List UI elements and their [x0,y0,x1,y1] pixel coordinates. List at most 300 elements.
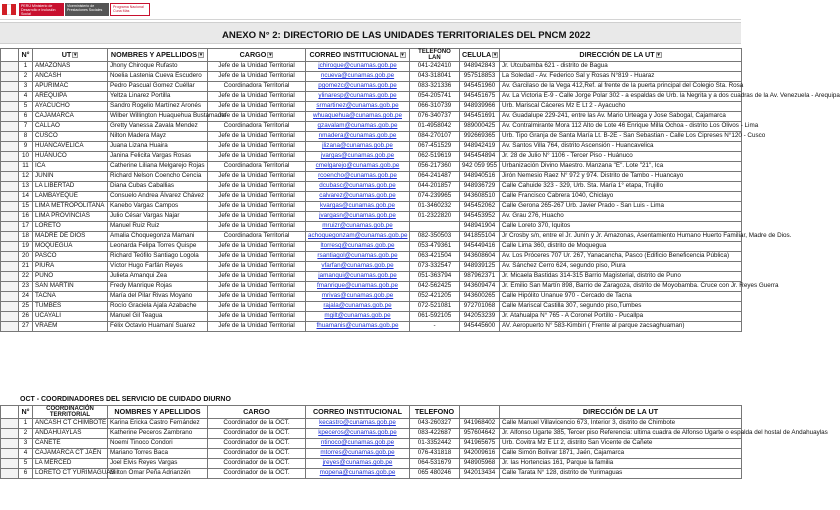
table-row[interactable] [1,92,742,102]
spreadsheet-row-number[interactable] [1,439,19,449]
col-header-role[interactable]: CARGO [208,406,306,419]
cell-name: Joel Elvis Reyes Vargas [108,459,208,469]
table-row[interactable] [1,122,742,132]
filter-dropdown-icon[interactable]: ▾ [493,51,497,58]
table-row[interactable] [1,449,742,459]
cell-phone: 053-479361 [410,242,460,252]
cell-mobile: 942009616 [460,449,500,459]
cell-role: Jefe de la Unidad Territorial [208,292,306,302]
spreadsheet-row-number[interactable] [1,449,19,459]
cell-name: Félix Octavio Huamaní Suarez [108,322,208,332]
cell-address: Jirón Nemesio Raez N° 972 y 974. Distrito de Tambo - Huancayo [500,172,742,182]
cell-phone: 063-421504 [410,252,460,262]
cell-phone: 066-310739 [410,102,460,112]
spreadsheet-row-number[interactable] [1,162,19,172]
spreadsheet-row-number[interactable] [1,182,19,192]
spreadsheet-row-number[interactable] [1,192,19,202]
cell-mobile: 948939125 [460,262,500,272]
cell-number: 6 [19,469,33,479]
cell-email[interactable]: jvargasn@cunamas.gob.pe [306,212,410,222]
cell-unit: TACNA [33,292,108,302]
logo-ministry-name: Ministerio de Desarrollo e Inclusión Social [21,4,56,16]
table-row[interactable] [1,322,742,332]
cell-unit: AMAZONAS [33,62,108,72]
row-number-header [1,406,19,419]
cell-email[interactable]: mruizr@cunamas.gob.pe [306,222,410,232]
cell-email[interactable]: srmartinez@cunamas.gob.pe [306,102,410,112]
cell-number: 4 [19,92,33,102]
spreadsheet-row-number[interactable] [1,212,19,222]
cell-number: 27 [19,322,33,332]
cell-role: Jefe de la Unidad Territorial [208,142,306,152]
cell-mobile: 948939966 [460,102,500,112]
spreadsheet-row-number[interactable] [1,419,19,429]
spreadsheet-row-number[interactable] [1,92,19,102]
cell-name: Janina Felicita Vargas Rosas [108,152,208,162]
spreadsheet-row-number[interactable] [1,302,19,312]
peru-flag-icon [2,4,16,15]
oct-directory-table [0,405,828,479]
cell-email[interactable]: vfarfan@cunamas.gob.pe [306,262,410,272]
cell-number: 13 [19,182,33,192]
spreadsheet-row-number[interactable] [1,122,19,132]
cell-email[interactable]: mtorres@cunamas.gob.pe [306,449,410,459]
cell-address: Av. Los Próceres 707 Ur. 267, Yanacancha, Pasco (Edificio Beneficencia Pública) [500,252,742,262]
cell-name: Manuel Gil Teagua [108,312,208,322]
cell-unit: ICA [33,162,108,172]
cell-mobile: 942053239 [460,312,500,322]
spreadsheet-row-number[interactable] [1,312,19,322]
cell-email[interactable]: rajala@cunamas.gob.pe [306,302,410,312]
cell-unit: LA MERCED [33,459,108,469]
cell-email[interactable]: ltorresq@cunamas.gob.pe [306,242,410,252]
cell-phone: 067-451529 [410,142,460,152]
cell-number: 5 [19,102,33,112]
cell-unit: HUÁNUCO [33,152,108,162]
col-header-email[interactable]: CORREO INSTITUCIONAL ▾ [306,49,410,62]
cell-unit: JUNIN [33,172,108,182]
cell-email[interactable]: kpeceros@cunamas.gob.pe [306,429,410,439]
cell-phone: 042-562425 [410,282,460,292]
cell-unit: LAMBAYEQUE [33,192,108,202]
spreadsheet-row-number[interactable] [1,132,19,142]
cell-mobile: 943608604 [460,252,500,262]
cell-address: Urbanización Divino Maestro. Manzana "E". Lote "21", Ica [500,162,742,172]
cell-address: Av. Guadalupe 229-241, entre las Av. Mario Urteaga y Jose Sabogal, Cajamarca [500,112,742,122]
cell-mobile: 957518853 [460,72,500,82]
cell-email[interactable]: cmelgarejo@cunamas.gob.pe [306,162,410,172]
cell-email[interactable]: mopena@cunamas.gob.pe [306,469,410,479]
cell-role: Jefe de la Unidad Territorial [208,112,306,122]
cell-number: 16 [19,212,33,222]
cell-mobile: 945453952 [460,212,500,222]
spreadsheet-row-number[interactable] [1,142,19,152]
cell-phone: 052-421205 [410,292,460,302]
cell-address: Av. La Victoria E-9 - Calle Jorge Polar 302 - a espaldas de Urb. la Negrita y a dos cuadras de la Av. Venezuela - Arequipa [500,92,742,102]
cell-email[interactable]: jlizana@cunamas.gob.pe [306,142,410,152]
cell-number: 10 [19,152,33,162]
spreadsheet-row-number[interactable] [1,82,19,92]
cell-unit: TUMBES [33,302,108,312]
cell-unit: UCAYALI [33,312,108,322]
cell-unit: MOQUEGUA [33,242,108,252]
table-row[interactable] [1,282,742,292]
spreadsheet-row-number[interactable] [1,252,19,262]
filter-dropdown-icon[interactable]: ▾ [401,51,404,58]
section-title-oct: OCT - COORDINADORES DEL SERVICIO DE CUIDADO DIURNO [20,396,231,403]
table-row[interactable] [1,212,742,222]
cell-unit: CUSCO [33,132,108,142]
cell-phone: 041-242410 [410,62,460,72]
cell-phone: 073-332547 [410,262,460,272]
cell-unit: PIURA [33,262,108,272]
cell-unit: MADRE DE DIOS [33,232,108,242]
cell-role: Jefe de la Unidad Territorial [208,182,306,192]
table-row[interactable] [1,459,742,469]
filter-dropdown-icon[interactable]: ▾ [74,51,77,58]
cell-role: Jefe de la Unidad Territorial [208,92,306,102]
spreadsheet-row-number[interactable] [1,232,19,242]
cell-phone: 083-422687 [410,429,460,439]
spreadsheet-row-number[interactable] [1,322,19,332]
spreadsheet-row-number[interactable] [1,262,19,272]
cell-mobile: 943600265 [460,292,500,302]
col-header-role[interactable]: CARGO ▾ [208,49,306,62]
spreadsheet-row-number[interactable] [1,429,19,439]
cell-email[interactable]: kecastro@cunamas.gob.pe [306,419,410,429]
spreadsheet-row-number[interactable] [1,469,19,479]
cell-role: Jefe de la Unidad Territorial [208,282,306,292]
cell-phone: 076-431818 [410,449,460,459]
cell-role: Coordinador de la OCT. [208,419,306,429]
cell-email[interactable]: jamanqui@cunamas.gob.pe [306,272,410,282]
cell-address: Calle Francisco Cabrera 1040, Chiclayo [500,192,742,202]
table-row[interactable] [1,292,742,302]
cell-address: Calle Lima 360, distrito de Moquegua [500,242,742,252]
cell-number: 1 [19,62,33,72]
col-header-number[interactable]: N° [19,406,33,419]
col-header-number[interactable]: N° [19,49,33,62]
cell-mobile: 945451960 [460,82,500,92]
cell-name: Amalia Choquegonza Mamani [108,232,208,242]
cell-email[interactable]: fhuamanis@cunamas.gob.pe [306,322,410,332]
spreadsheet-row-number[interactable] [1,72,19,82]
cell-address: Urb. Tipo Granja de Santa María Lt. B-2E - San Sebastian - Calle Los Cipreses N°120 - Cusco [500,132,742,142]
cell-address: Av. Santos Villa 764, distrito Ascensión - Huancavelica [500,142,742,152]
cell-email[interactable]: pgomezc@cunamas.gob.pe [306,82,410,92]
cell-email[interactable]: nmadera@cunamas.gob.pe [306,132,410,142]
cell-number: 25 [19,302,33,312]
cell-email[interactable]: rcoencho@cunamas.gob.pe [306,172,410,182]
col-header-phone[interactable]: TELEFONO LAN [410,49,460,62]
spreadsheet-row-number[interactable] [1,459,19,469]
cell-email[interactable]: rsantiagol@cunamas.gob.pe [306,252,410,262]
logo-program-name: Programa Nacional Cuna Más [113,5,144,13]
cell-name: Rocío Graciela Ajala Azabache [108,302,208,312]
cell-name: Pedro Pascual Gomez Cuéllar [108,82,208,92]
cell-number: 5 [19,459,33,469]
cell-phone: 054-205741 [410,92,460,102]
cell-address: Jr. Ias Hortencias 161, Parque la familia [500,459,742,469]
cell-address: Jr. Alfonso Ugarte 385, Tercer piso Referencia: ultima cuadra de Alfonso Ugarte o espalda del hostal de Andahuaylas [500,429,742,439]
filter-dropdown-icon[interactable]: ▾ [657,51,660,58]
cell-name: Richard Nelson Coencho Cencia [108,172,208,182]
table-row[interactable] [1,262,742,272]
cell-role: Jefe de la Unidad Territorial [208,62,306,72]
cell-number: 7 [19,122,33,132]
cell-mobile: 941965675 [460,439,500,449]
cell-email[interactable]: kvargas@cunamas.gob.pe [306,202,410,212]
directory-table [0,48,840,332]
row-number-header [1,49,19,62]
table-row[interactable] [1,142,742,152]
col-header-name[interactable]: NOMBRES Y APELLIDOS [108,406,208,419]
cell-mobile: 957604642 [460,429,500,439]
cell-number: 26 [19,312,33,322]
cell-mobile: 948942843 [460,62,500,72]
table-row[interactable] [1,242,742,252]
cell-mobile: 948942419 [460,142,500,152]
cell-role: Coordinadora Territorial [208,122,306,132]
cell-unit: VRAEM [33,322,108,332]
cell-name: Noelia Lastenia Cueva Escudero [108,72,208,82]
logo-program [110,3,150,16]
cell-email[interactable]: dcubasc@cunamas.gob.pe [306,182,410,192]
table-row[interactable] [1,102,742,112]
cell-email[interactable]: gzavalam@cunamas.gob.pe [306,122,410,132]
table-row[interactable] [1,152,742,162]
table-row[interactable] [1,112,742,122]
cell-mobile: 941968402 [460,419,500,429]
cell-phone: 044-201857 [410,182,460,192]
cell-address: Calle Mariscal Castilla 307, segundo piso,Tumbes [500,302,742,312]
cell-name: Wilber Willington Huaquehua Bustamante [108,112,208,122]
cell-address: Jr. Micaela Bastidas 314-315 Barrio Magisterial, distrito de Puno [500,272,742,282]
page-title: ANEXO N° 2: DIRECTORIO DE LAS UNIDADES TERRITORIALES DEL PNCM 2022 [222,30,591,41]
table-row[interactable] [1,82,742,92]
cell-email[interactable]: ylinaresp@cunamas.gob.pe [306,92,410,102]
table-row[interactable] [1,419,742,429]
spreadsheet-row-number[interactable] [1,292,19,302]
table-row[interactable] [1,172,742,182]
cell-role: Jefe de la Unidad Territorial [208,252,306,262]
cell-unit: CALLAO [33,122,108,132]
cell-phone: 064-531679 [410,459,460,469]
cell-address: Calle Simón Bolívar 1871, Jaén, Cajamarca [500,449,742,459]
cell-mobile: 945445600 [460,322,500,332]
spreadsheet-row-number[interactable] [1,62,19,72]
cell-email[interactable]: jreyes@cunamas.gob.pe [306,459,410,469]
col-header-address[interactable]: DIRECCIÓN DE LA UT ▾ [500,49,742,62]
cell-name: Julio César Vargas Najar [108,212,208,222]
cell-number: 2 [19,429,33,439]
col-header-address[interactable]: DIRECCIÓN DE LA UT [500,406,742,419]
cell-name: Katherine Peceros Zambrano [108,429,208,439]
spreadsheet-row-number[interactable] [1,272,19,282]
cell-number: 23 [19,282,33,292]
cell-role: Coordinador de la OCT. [208,449,306,459]
cell-email[interactable]: ncueva@cunamas.gob.pe [306,72,410,82]
cell-mobile: 987962371 [460,272,500,282]
cell-number: 22 [19,272,33,282]
cell-mobile: 945451691 [460,112,500,122]
cell-phone: - [410,322,460,332]
cell-phone: 082-350503 [410,232,460,242]
cell-email[interactable]: mgilt@cunamas.gob.pe [306,312,410,322]
spreadsheet-row-number[interactable] [1,222,19,232]
cell-email[interactable]: achoquegonzam@cunamas.gob.pe [306,232,410,242]
cell-name: Mariano Torres Baca [108,449,208,459]
cell-email[interactable]: jvargas@cunamas.gob.pe [306,152,410,162]
cell-mobile: 945454894 [460,152,500,162]
cell-name: Nilton Madera Mayz [108,132,208,142]
logo-viceministry [65,3,109,16]
cell-role: Jefe de la Unidad Territorial [208,222,306,232]
government-logo [2,2,162,17]
col-header-email[interactable]: CORREO INSTITUCIONAL [306,406,410,419]
cell-unit: ANDAHUAYLAS [33,429,108,439]
cell-number: 14 [19,192,33,202]
col-header-mobile[interactable]: CELULA ▾ [460,49,500,62]
spreadsheet-row-number[interactable] [1,112,19,122]
cell-number: 17 [19,222,33,232]
cell-email[interactable]: calvarez@cunamas.gob.pe [306,192,410,202]
col-header-phone[interactable]: TELEFONO [410,406,460,419]
cell-number: 21 [19,262,33,272]
cell-role: Coordinador de la OCT. [208,429,306,439]
cell-phone: 072-521081 [410,302,460,312]
cell-number: 11 [19,162,33,172]
cell-mobile: 992669365 [460,132,500,142]
filter-dropdown-icon[interactable]: ▾ [269,51,272,58]
cell-email[interactable]: ntinoco@cunamas.gob.pe [306,439,410,449]
table-header-row [1,406,742,419]
spreadsheet-row-number[interactable] [1,102,19,112]
cell-email[interactable]: whuaquehua@cunamas.gob.pe [306,112,410,122]
spreadsheet-row-number[interactable] [1,202,19,212]
cell-number: 15 [19,202,33,212]
cell-address: Jr. Utcubamba 621 - distrito de Bagua [500,62,742,72]
col-header-coordination[interactable]: COORDINACIÓN TERRITORIAL [33,406,108,419]
table-row[interactable] [1,252,742,262]
table-row[interactable] [1,62,742,72]
table-row[interactable] [1,192,742,202]
cell-mobile: 945452062 [460,202,500,212]
cell-unit: SAN MARTIN [33,282,108,292]
cell-role: Coordinador de la OCT. [208,439,306,449]
cell-phone: 074-239965 [410,192,460,202]
logo-viceministry-name: Viceministerio de Prestaciones Sociales [67,4,103,12]
spreadsheet-row-number[interactable] [1,172,19,182]
filter-dropdown-icon[interactable]: ▾ [199,51,203,58]
table-row[interactable] [1,72,742,82]
cell-phone: 065 480246 [410,469,460,479]
table-row[interactable] [1,222,742,232]
cell-phone: 084-270107 [410,132,460,142]
cell-number: 6 [19,112,33,122]
cell-mobile: 972701068 [460,302,500,312]
table-row[interactable] [1,162,742,172]
table-row[interactable] [1,312,742,322]
cell-address: Calle Loreto 370, Iquitos [500,222,742,232]
cell-address: Av. Sánchez Cerro 624, segundo piso, Piura [500,262,742,272]
cell-address: Jr. Emilio San Martín 898, Barrio de Zaragoza, distrito de Moyobamba. Cruce con Jr. Reyes Guerra [500,282,742,292]
spreadsheet-row-number[interactable] [1,242,19,252]
cell-email[interactable]: fmanrique@cunamas.gob.pe [306,282,410,292]
table-row[interactable] [1,439,742,449]
cell-phone: 061-592105 [410,312,460,322]
cell-number: 24 [19,292,33,302]
table-row[interactable] [1,302,742,312]
cell-name: Manuel Ruiz Ruiz [108,222,208,232]
cell-unit: AYACUCHO [33,102,108,112]
cell-name: Richard Teófilo Santiago Logola [108,252,208,262]
col-header-ut[interactable]: UT ▾ [33,49,108,62]
cell-unit: CAÑETE [33,439,108,449]
cell-number: 2 [19,72,33,82]
table-row[interactable] [1,182,742,192]
cell-address: Jr. Atahualpa N° 765 - A Coronel Portillo - Pucallpa [500,312,742,322]
cell-mobile: 942013434 [460,469,500,479]
cell-mobile: 948905968 [460,459,500,469]
cell-role: Jefe de la Unidad Territorial [208,302,306,312]
cell-phone: 01-3352442 [410,439,460,449]
cell-email[interactable]: mrivas@cunamas.gob.pe [306,292,410,302]
table-row[interactable] [1,202,742,212]
cell-role: Jefe de la Unidad Territorial [208,242,306,252]
col-header-name[interactable]: NOMBRES Y APELLIDOS ▾ [108,49,208,62]
cell-unit: LORETO CT YURIMAGUAS [33,469,108,479]
spreadsheet-row-number[interactable] [1,152,19,162]
cell-role: Jefe de la Unidad Territorial [208,322,306,332]
cell-phone: 051-363794 [410,272,460,282]
cell-role: Coordinadora Territorial [208,162,306,172]
cell-email[interactable]: jchiroque@cunamas.gob.pe [306,62,410,72]
cell-address: Calle Tarata N° 128, distrito de Yurimaguas [500,469,742,479]
cell-mobile: 948940516 [460,172,500,182]
cell-number: 3 [19,82,33,92]
cell-address: Urb. Covitra Mz E Lt 2, distrito San Vicente de Cañete [500,439,742,449]
col-header-mobile[interactable] [460,406,500,419]
cell-unit: LA LIBERTAD [33,182,108,192]
cell-phone: 076-340737 [410,112,460,122]
cell-mobile: 943608510 [460,192,500,202]
table-row[interactable] [1,272,742,282]
spreadsheet-row-number[interactable] [1,282,19,292]
cell-address: AV. Aeropuerto N° 583-Kimbiri ( Frente al parque zacsaghuaman) [500,322,742,332]
cell-phone: 064-241487 [410,172,460,182]
cell-role: Jefe de la Unidad Territorial [208,152,306,162]
table-row[interactable] [1,429,742,439]
cell-mobile: 941855104 [460,232,500,242]
cell-mobile: 945449416 [460,242,500,252]
cell-address: Av. Grau 276, Huacho [500,212,742,222]
cell-phone: 01-4958042 [410,122,460,132]
table-row[interactable] [1,232,742,242]
cell-name: Jhony Chiroque Rufasto [108,62,208,72]
cell-role: Jefe de la Unidad Territorial [208,272,306,282]
cell-name: Catherine Liliana Melgarejo Rojas [108,162,208,172]
cell-name: Fredy Manrique Rojas [108,282,208,292]
table-row[interactable] [1,469,742,479]
cell-role: Jefe de la Unidad Territorial [208,212,306,222]
table-row[interactable] [1,132,742,142]
cell-number: 4 [19,449,33,459]
cell-role: Jefe de la Unidad Territorial [208,192,306,202]
cell-unit: ANCASH [33,72,108,82]
cell-number: 19 [19,242,33,252]
cell-name: María del Pilar Rivas Moyano [108,292,208,302]
